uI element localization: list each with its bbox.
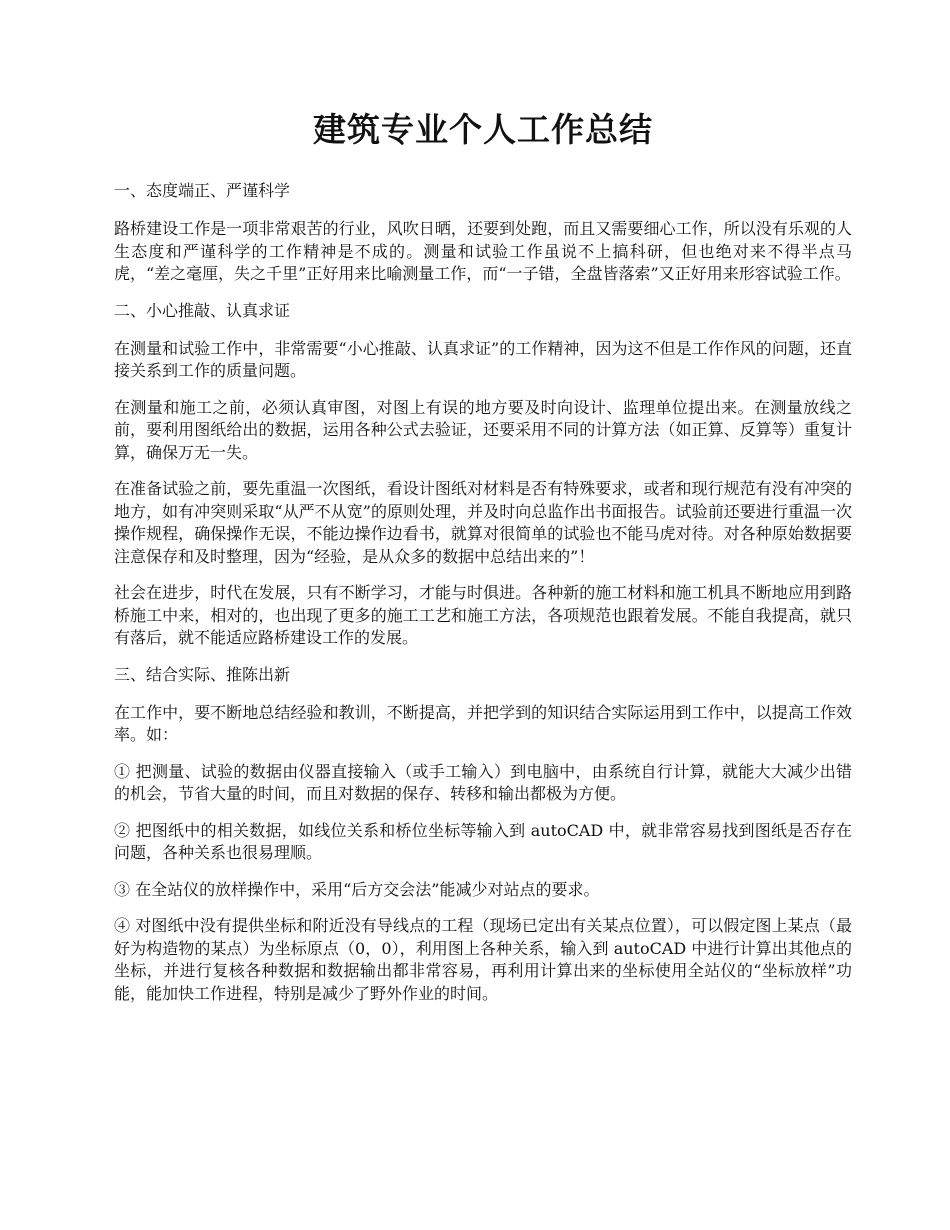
section-heading: 一、态度端正、严谨科学	[114, 181, 291, 200]
section-heading: 二、小心推敲、认真求证	[114, 300, 291, 320]
list-item: ② 把图纸中的相关数据，如线位关系和桥位坐标等输入到 autoCAD 中，就非常容易找到图纸是否存在问题，各种关系也很易理顺。	[114, 820, 852, 862]
list-item: ① 把测量、试验的数据由仪器直接输入（或手工输入）到电脑中，由系统自行计算，就能大大减少出错的机会，节省大量的时间，而且对数据的保存、转移和输出都极为方便。	[114, 761, 852, 803]
paragraph: 社会在进步，时代在发展，只有不断学习，才能与时俱进。各种新的施工材料和施工机具不断地应用到路桥施工中来，相对的，也出现了更多的施工工艺和施工方法，各项规范也跟着发展。不能自我提高，就只有落后，就不能适应路桥建设工作的发展。	[114, 583, 852, 647]
document-title: 建筑专业个人工作总结	[313, 110, 653, 149]
list-item: ④ 对图纸中没有提供坐标和附近没有导线点的工程（现场已定出有关某点位置），可以假定图上某点（最好为构造物的某点）为坐标原点（0，0），利用图上各种关系，输入到 autoCAD 中进行计算出其他点的坐标，并进行复核各种数据和数据输出都非常容易，再利用计算出来的坐标使用全站仪的“坐标放样”功能，能加快工作进程，特别是减少了野外作业的时间。	[114, 916, 852, 1003]
list-item: ③ 在全站仪的放样操作中，采用“后方交会法”能减少对站点的要求。	[114, 879, 600, 899]
paragraph: 在工作中，要不断地总结经验和教训，不断提高，并把学到的知识结合实际运用到工作中，以提高工作效率。如：	[114, 702, 852, 744]
paragraph: 在准备试验之前，要先重温一次图纸，看设计图纸对材料是否有特殊要求，或者和现行规范有没有冲突的地方，如有冲突则采取“从严不从宽”的原则处理，并及时向总监作出书面报告。试验前还要进行重温一次操作规程，确保操作无误，不能边操作边看书，就算对很简单的试验也不能马虎对待。对各种原始数据要注意保存和及时整理，因为“经验，是从众多的数据中总结出来的”！	[114, 479, 852, 566]
section-heading: 三、结合实际、推陈出新	[114, 664, 291, 684]
paragraph: 在测量和施工之前，必须认真审图，对图上有误的地方要及时向设计、监理单位提出来。在测量放线之前，要利用图纸给出的数据，运用各种公式去验证，还要采用不同的计算方法（如正算、反算等）重复计算，确保万无一失。	[114, 397, 852, 462]
paragraph: 在测量和试验工作中，非常需要“小心推敲、认真求证”的工作精神，因为这不但是工作作风的问题，还直接关系到工作的质量问题。	[114, 338, 852, 380]
paragraph: 路桥建设工作是一项非常艰苦的行业，风吹日晒，还要到处跑，而且又需要细心工作，所以没有乐观的人生态度和严谨科学的工作精神是不成的。测量和试验工作虽说不上搞科研，但也绝对来不得半点马虎，“差之毫厘，失之千里”正好用来比喻测量工作，而“一子错，全盘皆落索”又正好用来形容试验工作。	[114, 219, 852, 283]
